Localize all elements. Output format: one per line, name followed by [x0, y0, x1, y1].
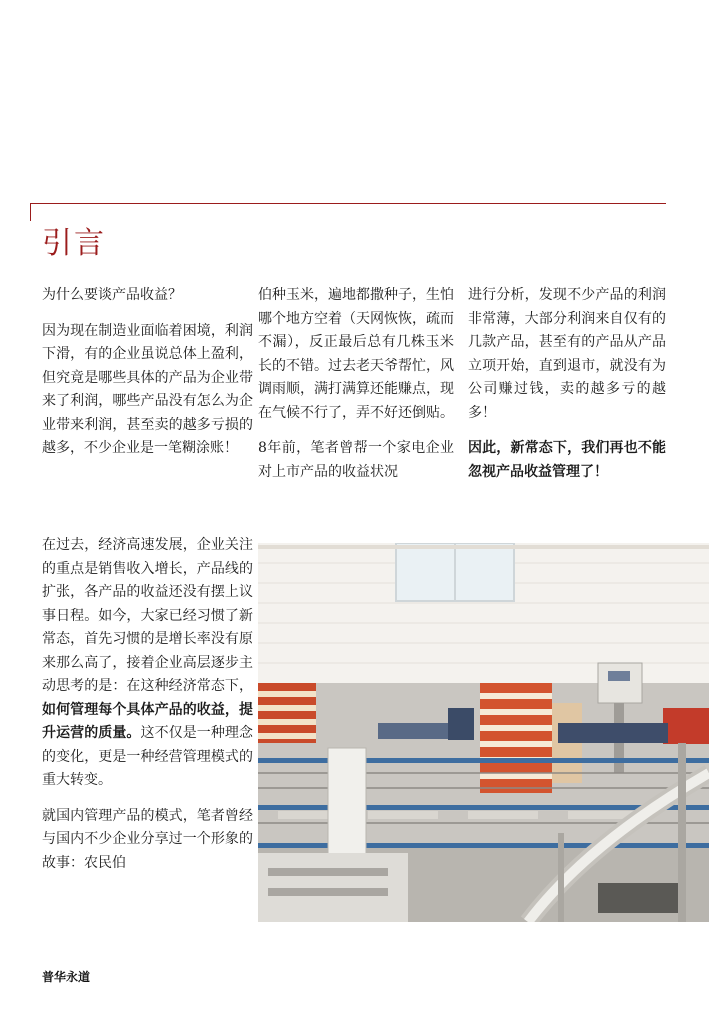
paragraph-conclusion-bold: 因此，新常态下，我们再也不能忽视产品收益管理了！: [468, 440, 666, 480]
paragraph-past: [42, 534, 253, 793]
paragraph-reason: 因为现在制造业面临着困境，利润下滑，有的企业虽说总体上盈利，但究竟是哪些具体的产品为企业带来了利润，哪些产品没有怎么为企业带来利润，甚至卖的越多亏损的越多，不少企业是一笔糊涂账！: [42, 322, 253, 456]
paragraph-eight-years: 8年前，笔者曾帮一个家电企业对上市产品的收益状况: [258, 440, 454, 480]
footer-brand: 普华永道: [42, 970, 91, 984]
column-1-top: [42, 284, 253, 461]
paragraph-conclusion: [468, 437, 666, 484]
header-rule-tick: [30, 203, 31, 221]
factory-photo: [258, 543, 709, 922]
column-2: [258, 284, 454, 484]
paragraph-analysis: 进行分析，发现不少产品的利润非常薄，大部分利润来自仅有的几款产品，甚至有的产品从产品立项开始，直到退市，就没有为公司赚过钱，卖的越多亏的越多！: [468, 287, 666, 421]
paragraph-past-emphasis: 如何管理每个具体产品的收益，提升运营的质量。: [42, 701, 253, 741]
header-rule: [30, 203, 666, 204]
paragraph-story: 就国内管理产品的模式，笔者曾经与国内不少企业分享过一个形象的故事：农民伯: [42, 807, 253, 871]
paragraph-why: 为什么要谈产品收益？: [42, 287, 182, 303]
paragraph-past-lead: 在过去，经济高速发展，企业关注的重点是销售收入增长，产品线的扩张，各产品的收益还没有摆上议事日程。如今，大家已经习惯了新常态，首先习惯的是增长率没有原来那么高了，接着企业高层逐步主动思考的是：在这种经济常态下，: [42, 537, 253, 694]
section-title: 引言: [42, 226, 106, 261]
paragraph-corn-story: 伯种玉米，遍地都撒种子，生怕哪个地方空着（天网恢恢，疏而不漏），反正最后总有几株玉米长的不错。过去老天爷帮忙，风调雨顺，满打满算还能赚点，现在气候不行了，弄不好还倒贴。: [258, 287, 454, 421]
column-3: [468, 284, 666, 484]
paragraph-past-tail: 这不仅是一种理念的变化，更是一种经营管理模式的重大转变。: [42, 725, 253, 788]
column-1-bottom: [42, 534, 253, 875]
